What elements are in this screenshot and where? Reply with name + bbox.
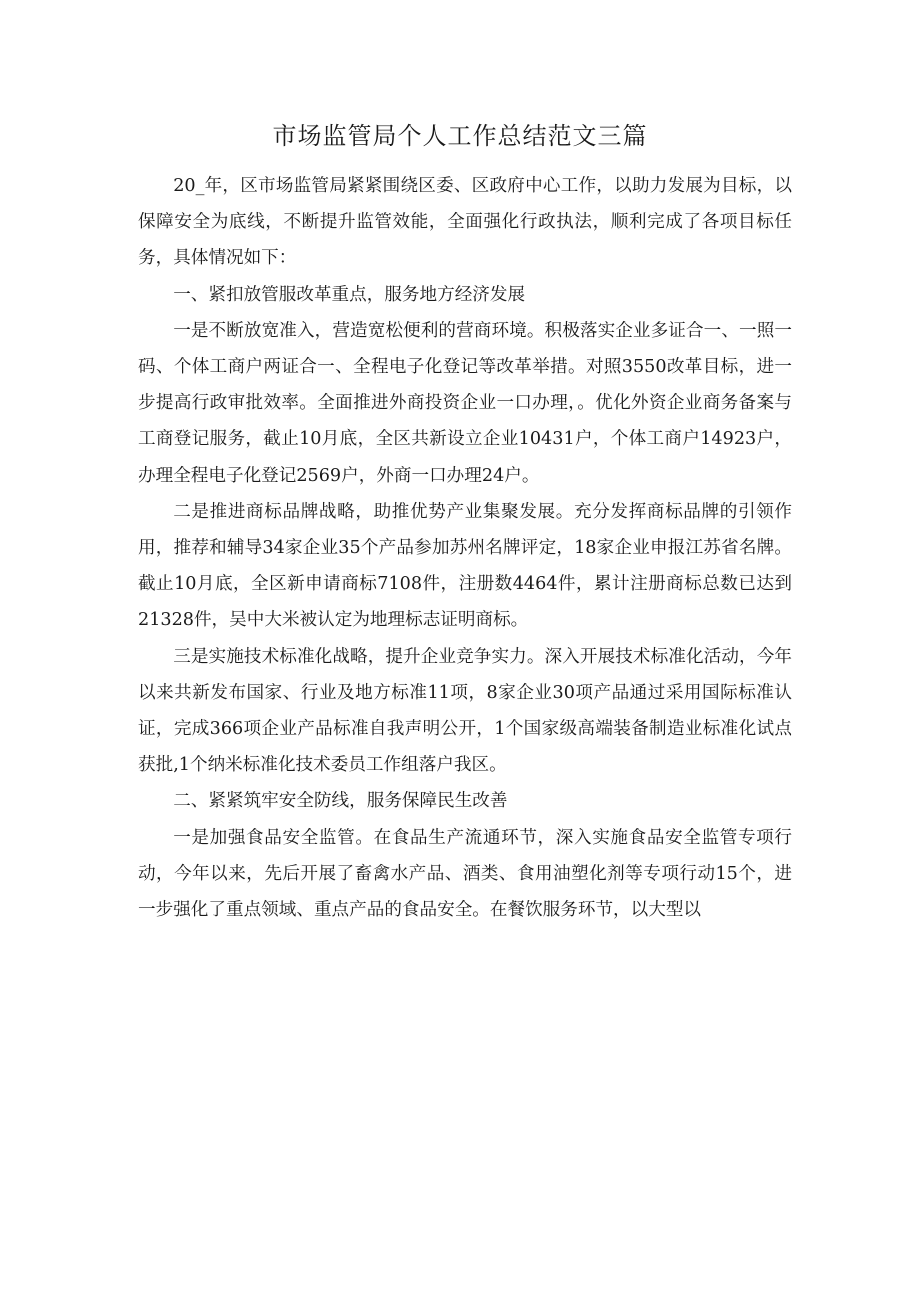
section-heading-1: 一、紧扣放管服改革重点，服务地方经济发展 xyxy=(173,284,526,305)
paragraph-trademark-brand: 二是推进商标品牌战略，助推优势产业集聚发展。充分发挥商标品牌的引领作用，推荐和辅导34家企业35个产品参加苏州名牌评定，18家企业申报江苏省名牌。截止10月底，全区新申请商标7108件，注册数4464件，累计注册商标总数已达到21328件，吴中大米被认定为地理标志证明商标。 xyxy=(138,501,792,631)
document-title: 市场监管局个人工作总结范文三篇 xyxy=(272,122,648,150)
paragraph-market-access: 一是不断放宽准入，营造宽松便利的营商环境。积极落实企业多证合一、一照一码、个体工商户两证合一、全程电子化登记等改革举措。对照3550改革目标，进一步提高行政审批效率。全面推进外商投资企业一口办理，。优化外资企业商务备案与工商登记服务，截止10月底，全区共新设立企业10431户，个体工商户14923户，办理全程电子化登记2569户，外商一口办理24户。 xyxy=(138,320,792,486)
section-heading-2: 二、紧紧筑牢安全防线，服务保障民生改善 xyxy=(173,791,508,812)
paragraph-standardization: 三是实施技术标准化战略，提升企业竞争实力。深入开展技术标准化活动，今年以来共新发布国家、行业及地方标准11项，8家企业30项产品通过采用国际标准认证，完成366项企业产品标准自我声明公开，1个国家级高端装备制造业标准化试点获批,1个纳米标准化技术委员工作组落户我区。 xyxy=(138,646,792,776)
document-body xyxy=(138,168,792,928)
paragraph-food-safety: 一是加强食品安全监管。在食品生产流通环节，深入实施食品安全监管专项行动，今年以来，先后开展了畜禽水产品、酒类、食用油塑化剂等专项行动15个，进一步强化了重点领域、重点产品的食品安全。在餐饮服务环节，以大型以 xyxy=(138,827,792,921)
paragraph-intro: 20_年，区市场监管局紧紧围绕区委、区政府中心工作，以助力发展为目标，以保障安全为底线，不断提升监管效能，全面强化行政执法，顺利完成了各项目标任务，具体情况如下： xyxy=(138,176,792,269)
